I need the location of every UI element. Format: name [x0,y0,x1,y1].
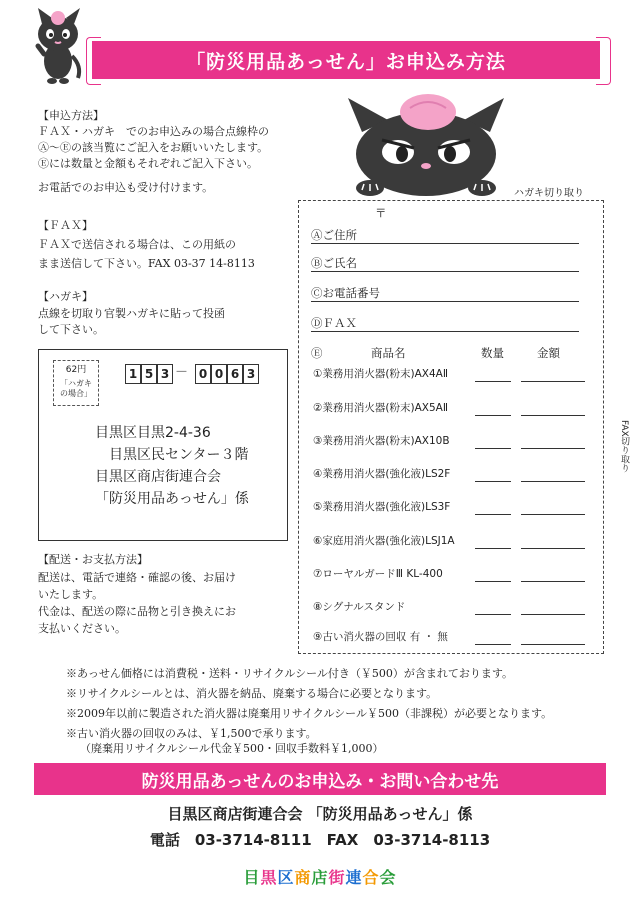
delivery-line-4: 支払いください。 [38,622,126,635]
note-2: ※リサイクルシールとは、消火器を納品、廃棄する場合に必要となります。 [66,687,438,700]
phone-order-line: お電話でのお申込も受け付けます。 [38,181,214,194]
quantity-field[interactable] [475,448,511,449]
logo-char: 区 [277,868,295,887]
quantity-field[interactable] [475,381,511,382]
logo-char: 街 [328,868,346,887]
cat-mascot-large [340,92,512,196]
note-3: ※2009年以前に製造された消火器は廃棄用リサイクルシール￥500（非課税）が必要となります。 [66,707,553,720]
method-line-1: ＦＡＸ・ハガキ でのお申込みの場合点線枠の [38,125,269,138]
logo-char: 合 [362,868,380,887]
price-field[interactable] [521,581,585,582]
quantity-field[interactable] [475,644,511,645]
logo-char: 連 [345,868,363,887]
method-line-2: Ⓐ～Ⓔの該当覧にご記入をお願いいたします。 [38,141,269,154]
stamp-note-1: 「ハガキ [60,379,92,388]
col-price: 金額 [537,346,560,360]
logo-char: 会 [379,868,397,887]
zip-digit: 5 [141,364,157,384]
phone-field-label: Ⓒお電話番号 [311,286,380,300]
order-item-2: ②業務用消火器(粉末)AX5AⅡ [313,402,449,414]
note-1: ※あっせん価格には消費税・送料・リサイクルシール付き（￥500）が含まれております。 [66,667,513,680]
col-quantity: 数量 [481,346,504,360]
address-line-4: 「防災用品あっせん」係 [95,491,249,507]
price-field[interactable] [521,481,585,482]
order-form [298,200,604,654]
col-product: 商品名 [371,346,406,360]
price-field[interactable] [521,448,585,449]
name-field[interactable] [311,271,579,272]
cat-mascot-small [28,6,90,88]
order-item-9: ⑨古い消火器の回収 有 ・ 無 [313,631,448,643]
quantity-field[interactable] [475,481,511,482]
price-field[interactable] [521,415,585,416]
price-field[interactable] [521,381,585,382]
zip-digit: 0 [211,364,227,384]
quantity-field[interactable] [475,614,511,615]
fax-heading: 【ＦＡＸ】 [38,219,93,232]
price-field[interactable] [521,514,585,515]
method-heading: 【申込方法】 [38,109,104,122]
price-field[interactable] [521,614,585,615]
phone-field[interactable] [311,301,579,302]
postcard-heading: 【ハガキ】 [38,290,93,303]
address-line-2: 目黒区民センター３階 [109,447,249,463]
zip-digit: 0 [195,364,211,384]
zip-digit: 6 [227,364,243,384]
order-item-1: ①業務用消火器(粉末)AX4AⅡ [313,368,449,380]
logo-char: 黒 [260,868,278,887]
quantity-field[interactable] [475,514,511,515]
postcard-address [38,349,288,541]
fax-line-2: まま送信して下さい。FAX 03‐37 14‐8113 [38,257,255,270]
logo-char: 商 [294,868,312,887]
order-item-6: ⑥家庭用消火器(強化液)LSJ1A [313,535,455,547]
delivery-line-1: 配送は、電話で連絡・確認の後、お届け [38,571,236,584]
address-field-label: Ⓐご住所 [311,228,357,242]
address-line-3: 目黒区商店街連合会 [95,469,221,485]
note-4: ※古い消火器の回収のみは、￥1,500で承ります。 [66,727,317,740]
association-logo [0,865,640,888]
postcard-line-2: して下さい。 [38,323,104,336]
delivery-line-2: いたします。 [38,588,104,601]
address-field[interactable] [311,243,579,244]
logo-char: 店 [311,868,329,887]
name-field-label: Ⓑご氏名 [311,256,357,270]
order-item-5: ⑤業務用消火器(強化液)LS3F [313,501,451,513]
address-line-1: 目黒区目黒2-4-36 [95,425,211,441]
zip-digit: 1 [125,364,141,384]
contact-org: 目黒区商店街連合会 「防災用品あっせん」係 [167,805,473,823]
order-item-3: ③業務用消火器(粉末)AX10B [313,435,450,447]
price-field[interactable] [521,644,585,645]
quantity-field[interactable] [475,548,511,549]
quantity-field[interactable] [475,581,511,582]
quantity-field[interactable] [475,415,511,416]
delivery-heading: 【配送・お支払方法】 [38,553,148,566]
stamp-note-2: の場合」 [60,389,92,398]
postal-mark: 〒 [375,206,387,220]
page-title: 「防災用品あっせん」お申込み方法 [92,41,600,79]
price-field[interactable] [521,548,585,549]
order-item-4: ④業務用消火器(強化液)LS2F [313,468,451,480]
fax-field-label: ⒹＦＡＸ [311,316,357,330]
fax-line-1: ＦＡＸで送信される場合は、この用紙の [38,238,236,251]
note-5: （廃棄用リサイクルシール代金￥500・回収手数料￥1,000） [80,742,384,755]
postcard-line-1: 点線を切取り官製ハガキに貼って投函 [38,307,225,320]
order-item-8: ⑧シグナルスタンド [313,601,406,613]
fax-field[interactable] [311,331,579,332]
delivery-line-3: 代金は、配送の際に品物と引き換えにお [38,605,236,618]
postcard-cut-label: ハガキ切り取り [514,188,584,199]
order-section-label: Ⓔ [311,346,323,360]
zip-digit: 3 [243,364,259,384]
contact-phone: 電話 03-3714-8111 FAX 03-3714-8113 [149,831,491,849]
zip-digit: 3 [157,364,173,384]
fax-cut-label: FAX切り取り [619,420,629,473]
zip-dash: － [175,365,189,380]
order-item-7: ⑦ローヤルガードⅢ KL-400 [313,568,443,580]
contact-banner: 防災用品あっせんのお申込み・お問い合わせ先 [34,763,606,795]
method-line-3: Ⓔには数量と金額もそれぞれご記入下さい。 [38,157,258,170]
logo-char: 目 [243,868,261,887]
stamp-price: 62円 [65,365,87,375]
stamp-box [53,360,99,406]
